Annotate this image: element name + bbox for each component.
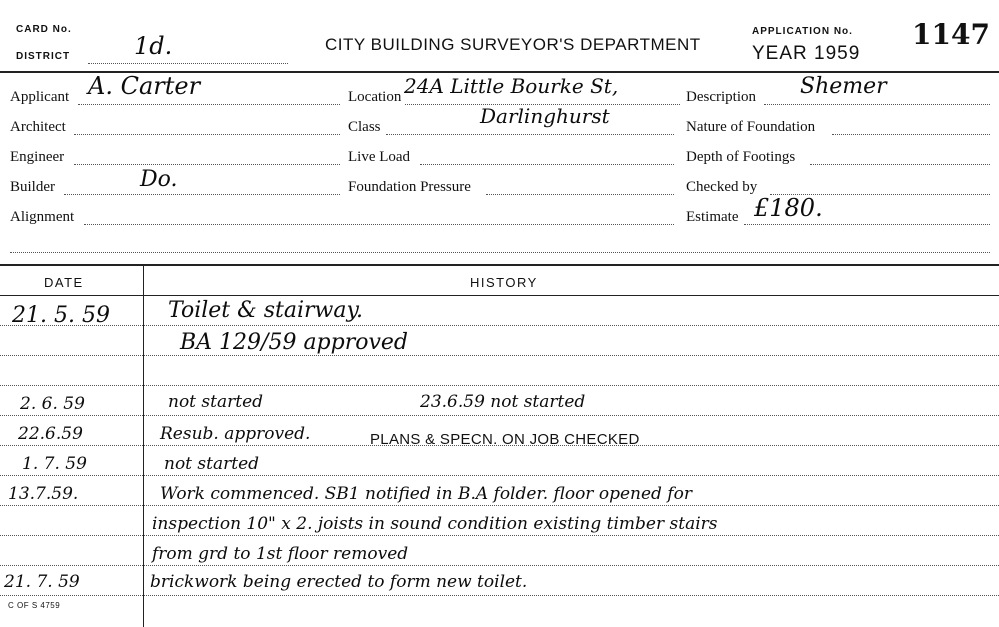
applicant-value: A. Carter (88, 72, 201, 100)
history-rule (0, 415, 999, 416)
card-no-label: CARD No. (16, 24, 72, 35)
applicant-label: Applicant (10, 89, 70, 105)
entry-date: 21. 5. 59 (12, 303, 110, 328)
entry-date: 13.7.59. (8, 484, 79, 504)
class-label: Class (348, 119, 381, 135)
entry-text: Work commenced. SB1 notified in B.A folder. floor opened for (160, 484, 692, 504)
history-rule (0, 505, 999, 506)
entry-date: 21. 7. 59 (4, 572, 80, 592)
history-rule (0, 355, 999, 356)
district-value: 1d. (134, 32, 173, 60)
class-value: Darlinghurst (480, 104, 610, 128)
form-code: C OF S 4759 (8, 601, 61, 610)
entry-date: 2. 6. 59 (20, 394, 85, 414)
checked-by-label: Checked by (686, 179, 758, 195)
district-label: DISTRICT (16, 51, 71, 62)
builder-line (64, 194, 340, 195)
history-divider (143, 266, 144, 627)
nature-of-foundation-label: Nature of Foundation (686, 119, 816, 135)
history-rule (0, 325, 999, 326)
entry-date: 1. 7. 59 (22, 454, 87, 474)
district-line (88, 63, 288, 64)
entry-text: not started (168, 392, 264, 412)
alignment-line (84, 224, 674, 225)
extra-line (10, 252, 990, 253)
year-label: YEAR 1959 (752, 43, 861, 64)
architect-line (74, 134, 340, 135)
description-value: Shemer (800, 74, 887, 99)
location-value: 24A Little Bourke St, (404, 74, 619, 98)
entry-text: 23.6.59 not started (420, 392, 586, 412)
history-rule (0, 535, 999, 536)
applicant-line (78, 104, 340, 105)
foundation-pressure-line (486, 194, 674, 195)
history-top-rule (0, 264, 999, 266)
history-header: HISTORY (470, 275, 538, 290)
entry-text: Resub. approved. (160, 424, 311, 444)
nature-line (832, 134, 990, 135)
entry-text: BA 129/59 approved (180, 330, 409, 355)
application-number: 1147 (912, 18, 990, 51)
class-line (386, 134, 674, 135)
entry-date: 22.6.59 (18, 424, 83, 444)
estimate-line (744, 224, 990, 225)
description-line (764, 104, 990, 105)
engineer-label: Engineer (10, 149, 65, 165)
location-label: Location (348, 89, 402, 105)
history-rule (0, 595, 999, 596)
history-rule (0, 475, 999, 476)
entry-text: from grd to 1st floor removed (152, 544, 409, 564)
department-title: CITY BUILDING SURVEYOR'S DEPARTMENT (325, 35, 701, 54)
description-label: Description (686, 89, 756, 105)
live-load-label: Live Load (348, 149, 411, 165)
date-header: DATE (44, 275, 84, 290)
estimate-value: £180. (754, 194, 823, 222)
architect-label: Architect (10, 119, 66, 135)
entry-text: Toilet & stairway. (168, 298, 363, 323)
live-load-line (420, 164, 674, 165)
history-header-rule (0, 295, 999, 296)
stamped-text: PLANS & SPECN. ON JOB CHECKED (370, 431, 640, 448)
builder-label: Builder (10, 179, 55, 195)
entry-text: inspection 10" x 2. joists in sound condition existing timber stairs (152, 514, 718, 534)
alignment-label: Alignment (10, 209, 75, 225)
entry-text: not started (164, 454, 260, 474)
application-label: APPLICATION No. (752, 26, 853, 37)
entry-text: brickwork being erected to form new toilet. (150, 572, 528, 592)
history-rule (0, 565, 999, 566)
depth-line (810, 164, 990, 165)
engineer-line (74, 164, 340, 165)
foundation-pressure-label: Foundation Pressure (348, 179, 471, 195)
estimate-label: Estimate (686, 209, 739, 225)
builder-value: Do. (140, 167, 178, 192)
depth-of-footings-label: Depth of Footings (686, 149, 796, 165)
history-rule (0, 385, 999, 386)
